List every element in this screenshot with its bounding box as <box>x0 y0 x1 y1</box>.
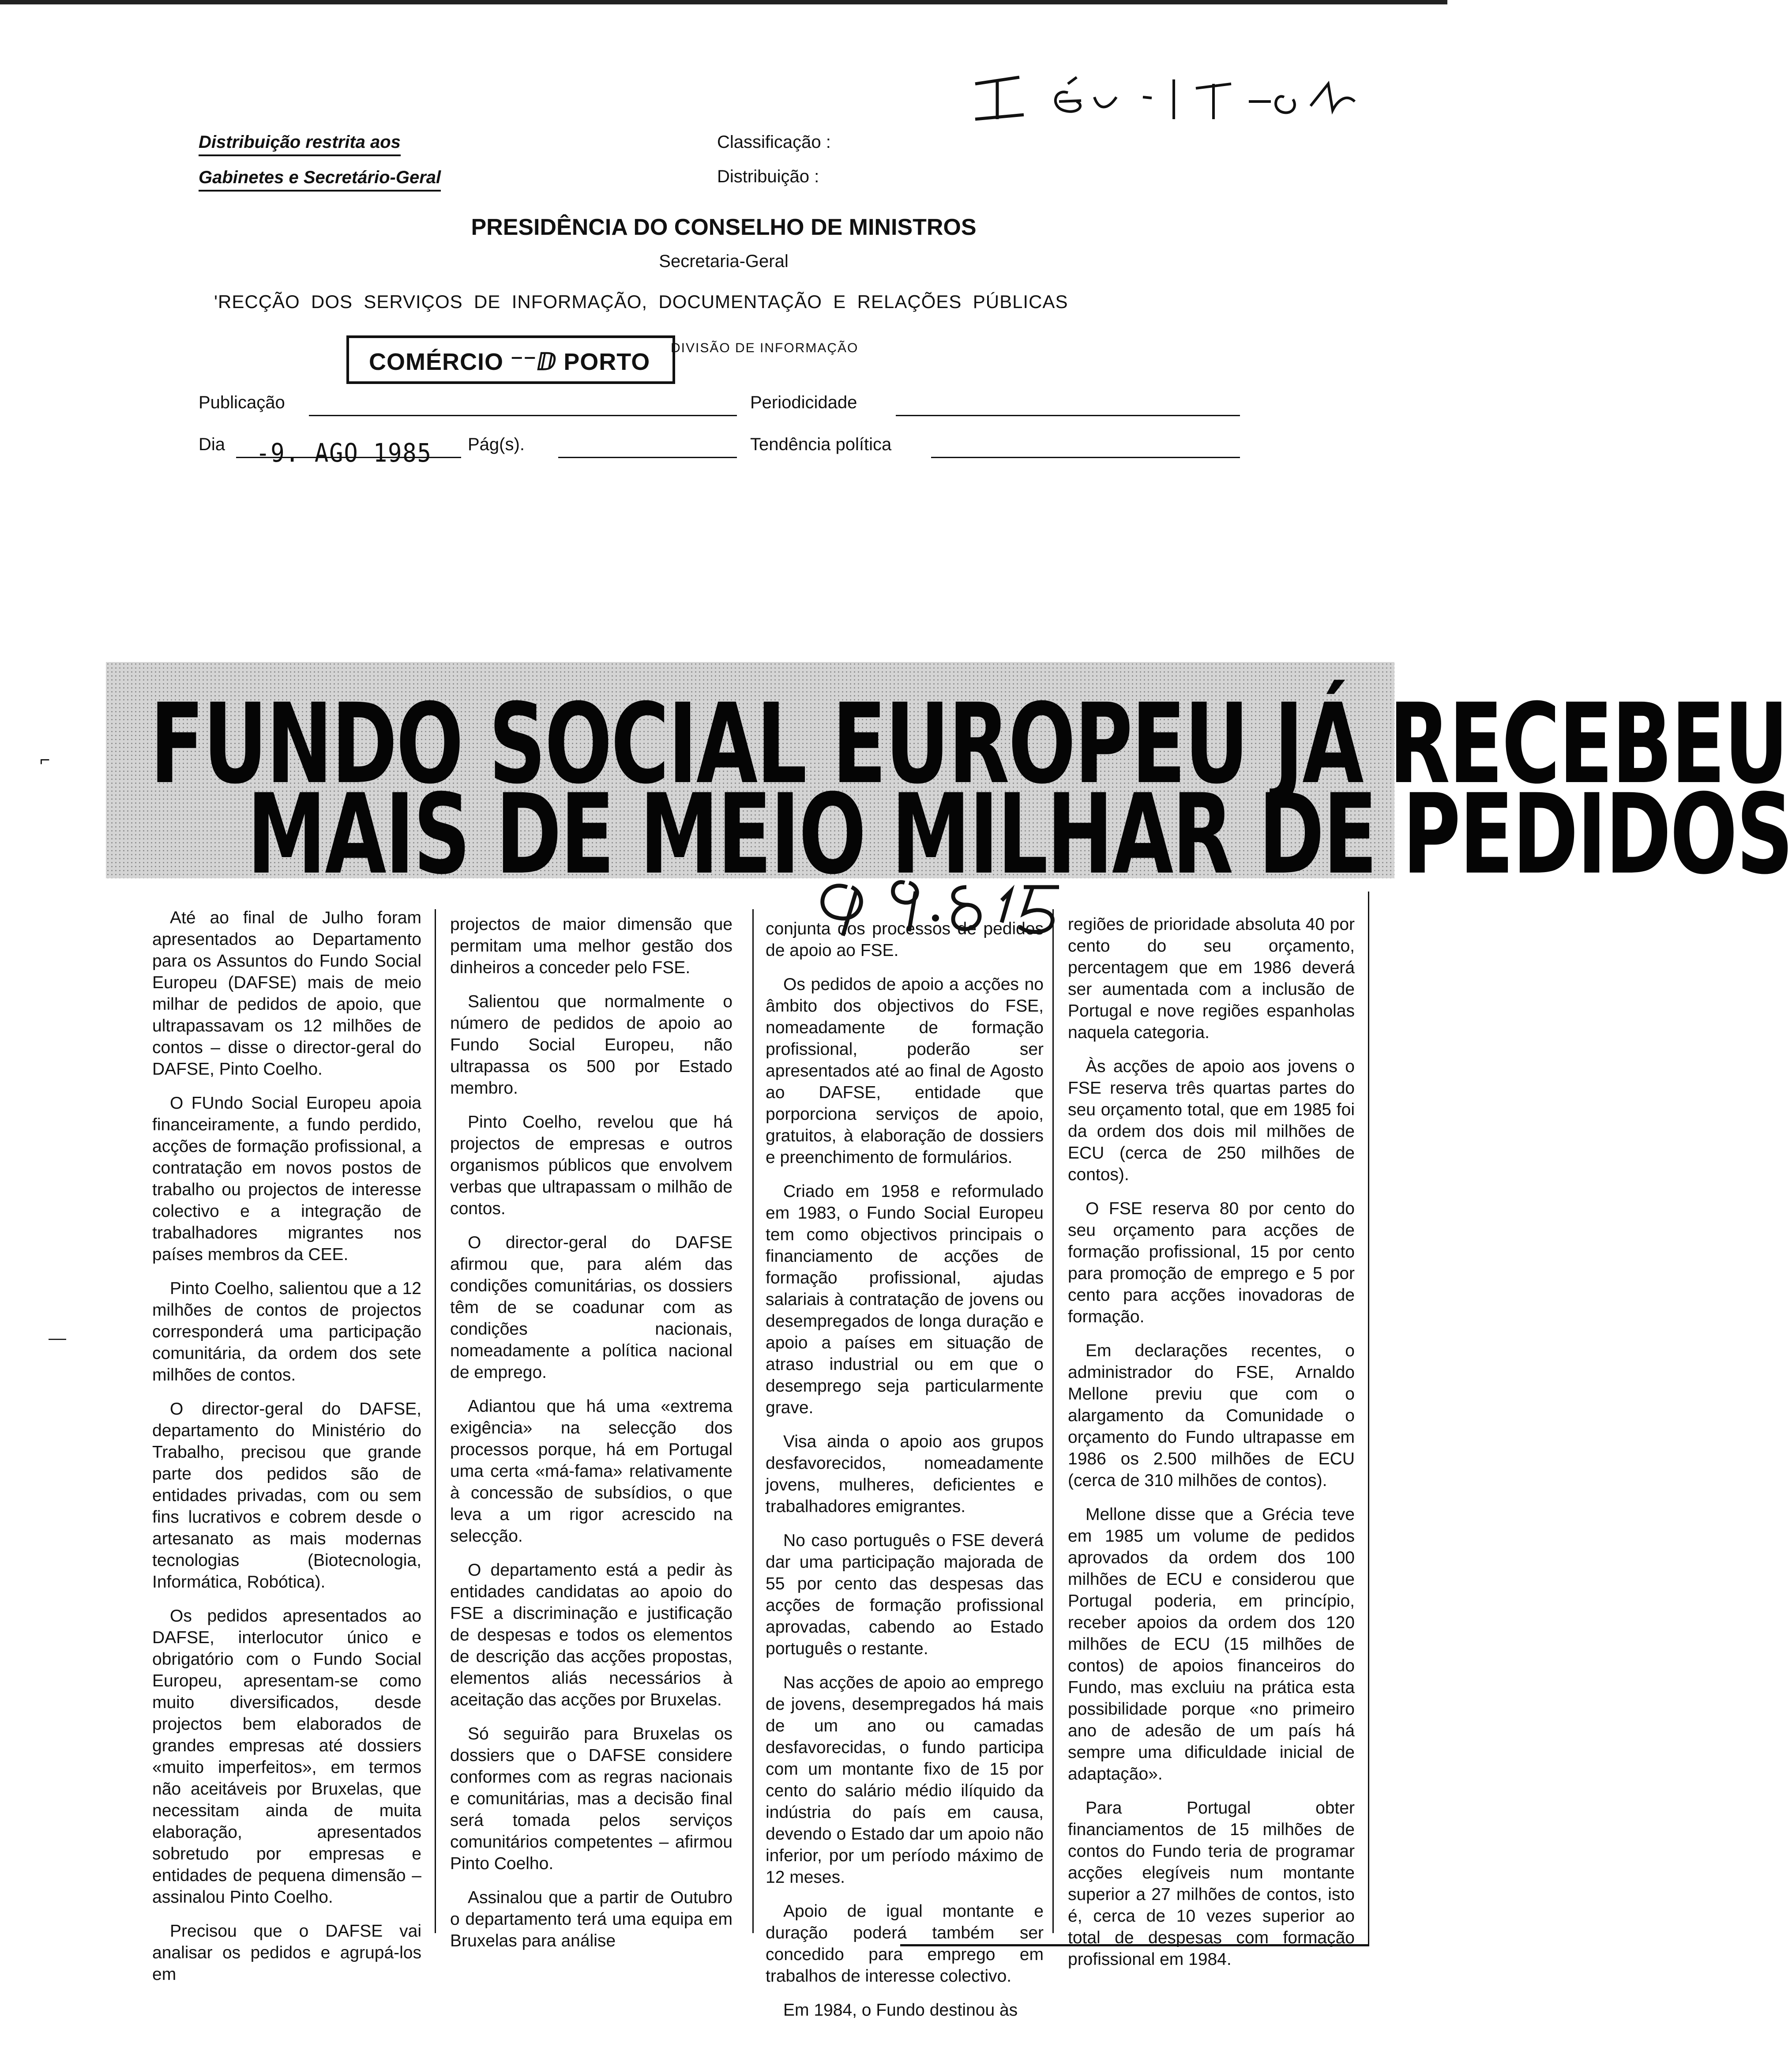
col1-paragraph: Precisou que o DAFSE vai analisar os pedidos e agrupá-los em <box>152 1922 421 1984</box>
publication-stamp <box>346 335 675 384</box>
periodicity-label: Periodicidade <box>750 393 857 412</box>
col2-paragraph: Pinto Coelho, revelou que há projectos de empresas e outros organismos públicos que envolvem verbas que ultrapassam o milhão de contos. <box>450 1113 733 1218</box>
col2-paragraph: projectos de maior dimensão que permitam uma melhor gestão dos dinheiros a conceder pelo FSE. <box>450 915 733 977</box>
headline-line1: FUNDO SOCIAL EUROPEU JÁ RECEBEU <box>150 680 1788 808</box>
restricted-distribution-line2: Gabinetes e Secretário-Geral <box>199 168 441 188</box>
article-column-2 <box>450 914 733 1964</box>
division-label: DIVISÃO DE INFORMAÇÃO <box>671 341 859 355</box>
pages-label: Pág(s). <box>468 435 525 454</box>
col1-paragraph: Até ao final de Julho foram apresentados ao Departamento para os Assuntos do Fundo Social Europeu (DAFSE) mais de meio milhar de pedidos de apoio, que ultrapassavam os 12 milhões de contos – disse o director-geral do DAFSE, Pinto Coelho. <box>152 908 421 1079</box>
periodicity-line <box>896 415 1240 416</box>
pages-line <box>558 457 737 458</box>
article-headline-box <box>106 662 1792 899</box>
political-label: Tendência política <box>750 435 892 454</box>
col2-paragraph: Assinalou que a partir de Outubro o departamento terá uma equipa em Bruxelas para análise <box>450 1888 733 1950</box>
col3-paragraph: No caso português o FSE deverá dar uma participação majorada de 55 por cento das despesas das acções de formação profissional aprovadas, cabendo ao Estado português o restante. <box>766 1531 1044 1658</box>
col3-paragraph: Visa ainda o apoio aos grupos desfavorecidos, nomeadamente jovens, mulheres, deficientes e trabalhadores emigrantes. <box>766 1432 1044 1516</box>
office-title: PRESIDÊNCIA DO CONSELHO DE MINISTROS <box>471 214 977 240</box>
distribution-label: Distribuição : <box>717 167 819 186</box>
col1-paragraph: Os pedidos apresentados ao DAFSE, interlocutor único e obrigatório com o Fundo Social Europeu, apresentam-se como muito diversificados, desde projectos bem elaborados de grandes empresas até dossiers «muito imperfeitos», em termos não aceitáveis por Bruxelas, que necessitam ainda de muita elaboração, apresentados sobretudo por empresas e entidades de pequena dimensão – assinalou Pinto Coelho. <box>152 1607 421 1907</box>
col4-paragraph: regiões de prioridade absoluta 40 por cento do seu orçamento, percentagem que em 1986 deverá ser aumentada com a inclusão de Portugal e nove regiões espanholas naquela categoria. <box>1068 915 1355 1042</box>
col4-paragraph: Às acções de apoio aos jovens o FSE reserva três quartas partes do seu orçamento total, que em 1985 foi da ordem dos dois mil milhões de ECU (cerca de 250 milhões de contos). <box>1068 1057 1355 1184</box>
scan-top-border <box>0 0 1447 4</box>
col3-paragraph: Os pedidos de apoio a acções no âmbito dos objectivos do FSE, nomeadamente de formação profissional, poderão ser apresentados até ao final de Agosto ao DAFSE, entidade que porporciona serviços de apoio, gratuitos, à elaboração de dossiers e preenchimento de formulários. <box>766 975 1044 1167</box>
col3-paragraph: Em 1984, o Fundo destinou às <box>783 2001 1018 2020</box>
col4-paragraph: Mellone disse que a Grécia teve em 1985 um volume de pedidos aprovados da ordem dos 100 milhões de ECU e considerou que Portugal poderia, em princípio, receber apoios da ordem dos 120 milhões de ECU (15 milhões de contos) de apoios financeiros do Fundo, mas excluiu na prática esta possibilidade porque «no primeiro ano de adesão de um país há sempre uma dificuldade inicial de adaptação». <box>1068 1505 1355 1784</box>
restricted-distribution-line1: Distribuição restrita aos <box>199 132 401 152</box>
day-label: Dia <box>199 435 225 454</box>
col4-paragraph: Em declarações recentes, o administrador do FSE, Arnaldo Mellone previu que com o alargamento da Comunidade o orçamento do Fundo ultrapasse em 1986 os 2.500 milhões de ECU (cerca de 310 milhões de contos). <box>1068 1341 1355 1490</box>
col1-paragraph: O director-geral do DAFSE, departamento do Ministério do Trabalho, precisou que grande parte dos pedidos são de entidades privadas, com ou sem fins lucrativos e cobrem desde o artesanato as mais modernas tecnologias (Biotecnologia, Informática, Robótica). <box>152 1400 421 1592</box>
handwritten-reference <box>966 53 1386 124</box>
col2-paragraph: O director-geral do DAFSE afirmou que, para além das condições comunitárias, os dossiers têm de se coadunar com as condições nacionais, nomeadamente a política nacional de emprego. <box>450 1233 733 1382</box>
col3-paragraph: Criado em 1958 e reformulado em 1983, o Fundo Social Europeu tem como objectivos principais o financiamento de acções de formação profissional, ajudas salariais à contratação de jovens ou desempregados de longa duração e apoio a países em situação de atraso industrial ou em que o desemprego seja particularmente grave. <box>766 1182 1044 1417</box>
political-line <box>931 457 1240 458</box>
column-rule-right <box>1368 892 1369 1946</box>
direction-line: 'RECÇÃO DOS SERVIÇOS DE INFORMAÇÃO, DOCUMENTAÇÃO E RELAÇÕES PÚBLICAS <box>214 291 1068 312</box>
col1-paragraph: O FUndo Social Europeu apoia financeiramente, a fundo perdido, acções de formação profissional, a contratação em novos postos de trabalho ou projectos de interesse colectivo e a integração de trabalhadores migrantes nos países membros da CEE. <box>152 1094 421 1264</box>
col2-paragraph: Salientou que normalmente o número de pedidos de apoio ao Fundo Social Europeu, não ultrapassa os 500 por Estado membro. <box>450 992 733 1098</box>
classification-label: Classificação : <box>717 132 831 152</box>
publication-line <box>309 415 737 416</box>
column-rule-2 <box>752 909 754 1933</box>
col2-paragraph: Adiantou que há uma «extrema exigência» na selecção dos processos porque, há em Portugal uma certa «má-fama» relativamente à concessão de subsídios, o que leva a um rigor acrescido na selecção. <box>450 1397 733 1546</box>
handwritten-reference-mark <box>966 53 1386 124</box>
col4-paragraph: O FSE reserva 80 por cento do seu orçamento para acções de formação profissional, 15 por cento para promoção de emprego e 5 por cento para acções inovadoras de formação. <box>1068 1199 1355 1326</box>
col2-paragraph: O departamento está a pedir às entidades candidatas ao apoio do FSE a discriminação e justificação de despesas e todos os elementos de descrição das acções propostas, elementos aliás necessários à aceitação das acções por Bruxelas. <box>450 1561 733 1709</box>
col4-paragraph: Para Portugal obter financiamentos de 15 milhões de contos do Fundo teria de programar acções elegíveis num montante superior a 27 milhões de contos, isto é, cerca de 10 vezes superior ao total de despesas com formação profissional em 1984. <box>1068 1799 1355 1969</box>
column-rule-1 <box>435 909 436 1933</box>
office-subtitle: Secretaria-Geral <box>659 252 789 271</box>
date-stamp: -9. AGO 1985 <box>256 438 432 468</box>
col2-paragraph: Só seguirão para Bruxelas os dossiers que o DAFSE considere conformes com as regras nacionais e comunitárias, mas a decisão final será tomada pelos serviços comunitários competentes – afirmou Pinto Coelho. <box>450 1724 733 1873</box>
article-column-3 <box>766 918 1044 2033</box>
article-column-4 <box>1068 914 1355 1983</box>
headline-line2: MAIS DE MEIO MILHAR DE PEDIDOS <box>247 770 1792 899</box>
col3-paragraph: Nas acções de apoio ao emprego de jovens, desempregados há mais de um ano ou camadas desfavorecidas, o fundo participa com um montante fixo de 15 por cento do salário médio ilíquido da indústria do país em causa, devendo o Estado dar um apoio não inferior, por um período máximo de 12 meses. <box>766 1673 1044 1887</box>
margin-mark-left-2: — <box>49 1328 66 1348</box>
article-column-1 <box>152 907 421 1998</box>
column-rule-3 <box>1052 909 1054 1933</box>
publication-label: Publicação <box>199 393 285 412</box>
margin-mark-left: ⌐ <box>40 750 50 770</box>
stamp-publication-name: COMÉRCIO ⁻⁻ⅅ PORTO <box>369 349 650 375</box>
col1-paragraph: Pinto Coelho, salientou que a 12 milhões de contos de projectos corresponderá uma participação comunitária, da ordem dos sete milhões de contos. <box>152 1279 421 1385</box>
col3-paragraph: conjunta dos processos de pedidos de apoio ao FSE. <box>766 919 1044 960</box>
col3-paragraph: Apoio de igual montante e duração poderá também ser concedido para emprego em trabalhos de interesse colectivo. <box>766 1902 1044 1986</box>
